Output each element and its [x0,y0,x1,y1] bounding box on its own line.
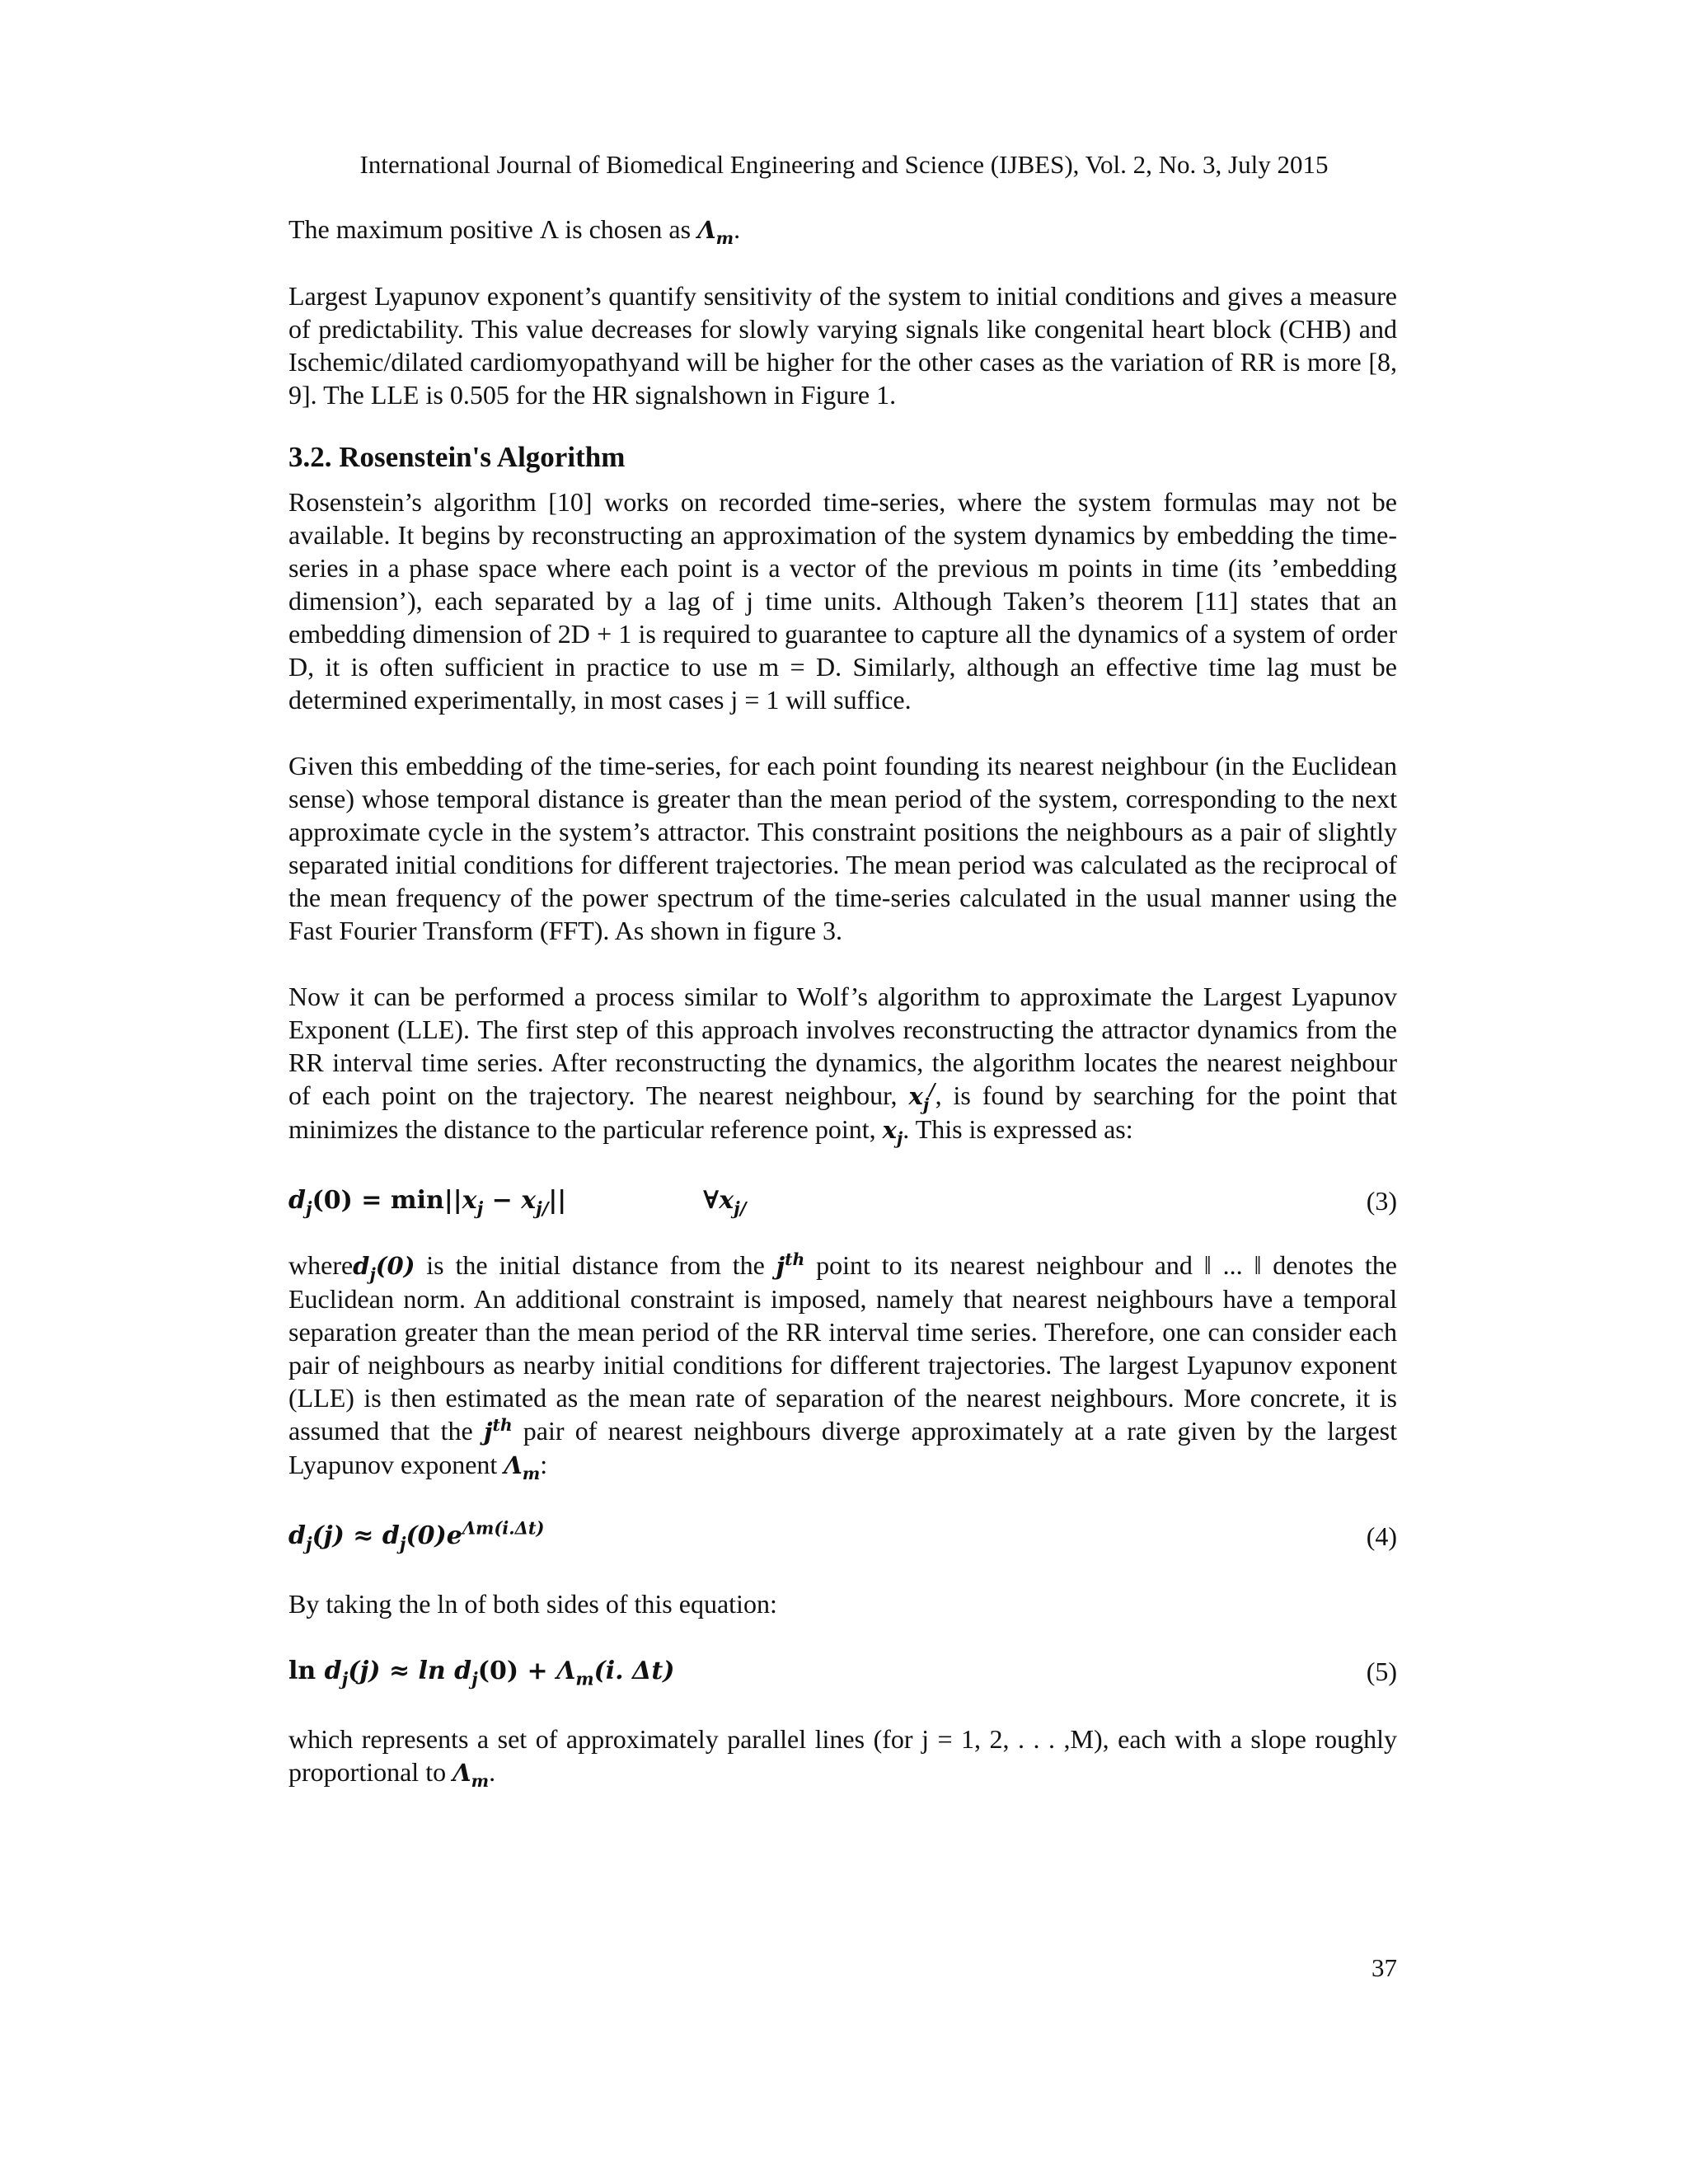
para7-end: . [489,1757,496,1787]
jth-symbol-2: $j^{th}$ [483,1414,513,1446]
equation-3-expression: $d_j(0) = \min||x_j - x_{j/}||$ [288,1186,567,1219]
equation-5-number: (5) [1366,1657,1397,1686]
jth-symbol: $j^{th}$ [776,1249,805,1280]
intro-line [288,213,1397,249]
para4-text-3: . This is expressed as: [903,1114,1133,1144]
para5-text-2: point to its nearest neighbour and ǁ ... ǁ denotes the Euclidean norm. An additional constraint is imposed, namely that nearest neighbours have a temporal separation greater than the mean period of the RR interval time series. Therefore, one can consider each pair of neighbours as nearby initial conditions for different trajectories. The largest Lyapunov exponent (LLE) is then estimated as the mean rate of separation of the nearest neighbours. More concrete, it is assumed that the [288,1250,1398,1446]
paragraph-initial-distance [288,1249,1397,1482]
paragraph-lle-sensitivity: Largest Lyapunov exponent’s quantify sensitivity of the system to initial conditions and gives a measure of predictability. This value decreases for slowly varying signals like congenital heart block (CHB) and Ischemic/dilated cardiomyopathyand will be higher for the other cases as the variation of RR is more [8, 9]. The LLE is 0.505 for the HR signalshown in Figure 1. [288,281,1397,410]
para5-text-3: pair of nearest neighbours diverge approximately at a rate given by the largest Lyapunov exponent [288,1416,1398,1479]
lambda-m-symbol: $\Lambda_m$ [697,216,734,249]
paragraph-rosenstein-intro: Rosenstein’s algorithm [10] works on recorded time-series, where the system formulas may not be available. It begins by reconstructing an approximation of the system dynamics by embedding the time-series in a phase space where each point is a vector of the previous m points in time (its ’embedding dimension’), each separated by a lag of j time units. Although Taken’s theorem [11] states that an embedding dimension of 2D + 1 is required to guarantee to capture all the dynamics of a system of order D, it is often sufficient in practice to use m = D. Similarly, although an effective time lag must be determined experimentally, in most cases j = 1 will suffice. [288,487,1397,715]
para4-text-2: , is found by searching for the point that minimizes the distance to the particular reference point, [288,1080,1398,1144]
page-body [288,213,1398,1792]
paragraph-take-ln: By taking the ln of both sides of this equation: [288,1589,777,1619]
para5-text-1: is the initial distance from the [415,1250,776,1280]
intro-text: The maximum positive Λ is chosen as [288,214,698,244]
equation-4 [288,1518,1397,1554]
equation-3-forall: $\forall x_{j/}$ [703,1186,747,1219]
equation-5 [288,1653,1397,1690]
section-heading: 3.2. Rosenstein's Algorithm [288,441,626,473]
equation-4-expression: $d_j(j) \approx d_j(0)e^{\Lambda m(i.\Delta t)}$ [288,1517,545,1554]
lambda-m-symbol-3: $\Lambda_m$ [452,1759,490,1792]
running-header: International Journal of Biomedical Engineering and Science (IJBES), Vol. 2, No. 3, July 2015 [359,150,1329,179]
page-number: 37 [1372,1953,1397,1982]
d-j-0-symbol: $d_j(0)$ [353,1252,415,1285]
equation-3 [288,1183,1397,1219]
intro-end: . [734,214,741,244]
lambda-m-symbol-2: $\Lambda_m$ [504,1451,541,1484]
paragraph-wolf-process [288,980,1398,1149]
paragraph-embedding: Given this embedding of the time-series, for each point founding its nearest neighbour (in the Euclidean sense) whose temporal distance is greater than the mean period of the system, corresponding to the next approximate cycle in the system’s attractor. This constraint positions the neighbours as a pair of slightly separated initial conditions for different trajectories. The mean period was calculated as the reciprocal of the mean frequency of the power spectrum of the time-series calculated in the usual manner using the Fast Fourier Transform (FFT). As shown in figure 3. [288,751,1397,945]
equation-4-number: (4) [1366,1521,1397,1551]
para5-end: : [540,1450,548,1479]
equation-5-expression: $\ln d_j(j) \approx \ln d_j(0) + \Lambda_m(i$. Δt) [288,1657,675,1690]
equation-3-number: (3) [1366,1186,1397,1216]
para4-text-1: Now it can be performed a process similar to Wolf’s algorithm to approximate the Largest Lyapunov Exponent (LLE). The first step of this approach involves reconstructing the attractor dynamics from the RR interval time series. After reconstructing the dynamics, the algorithm locates the nearest neighbour of each point on the trajectory. The nearest neighbour, [288,982,1397,1110]
para7-text: which represents a set of approximately parallel lines (for j = 1, 2, . . . ,M), each with a slope roughly proportional to [288,1724,1397,1787]
x-j-prime-symbol: $x_j^/$ [908,1079,935,1115]
x-j-symbol: $x_j$ [882,1116,903,1149]
para5-lead: where [288,1250,354,1280]
paragraph-parallel-lines [288,1722,1397,1792]
